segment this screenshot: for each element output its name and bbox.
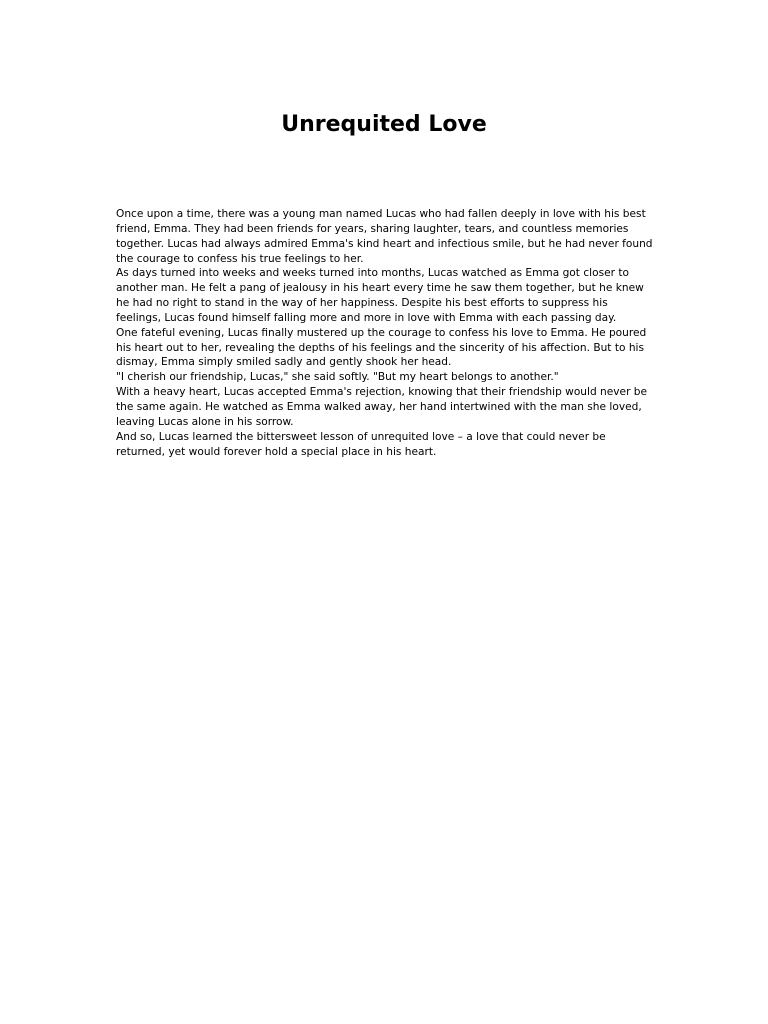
paragraph: One fateful evening, Lucas finally mustered up the courage to confess his love to Emma. He poured his heart out to her, revealing the depths of his feelings and the sincerity of his affection. But to his dismay, Emma simply smiled sadly and gently shook her head. (116, 326, 647, 369)
paragraph: And so, Lucas learned the bittersweet lesson of unrequited love – a love that could never be returned, yet would forever hold a special place in his heart. (116, 430, 606, 458)
paragraph: "I cherish our friendship, Lucas," she said softly. "But my heart belongs to another." (116, 371, 559, 384)
document-body (116, 207, 656, 459)
document-title: Unrequited Love (281, 112, 487, 137)
paragraph: With a heavy heart, Lucas accepted Emma's rejection, knowing that their friendship would never be the same again. He watched as Emma walked away, her hand intertwined with the man she loved, leaving Lucas alone in his sorrow. (116, 386, 648, 428)
paragraph: Once upon a time, there was a young man named Lucas who had fallen deeply in love with his best friend, Emma. They had been friends for years, sharing laughter, tears, and countless memories together. Lucas had always admired Emma's kind heart and infectious smile, but he had never found the courage to confess his true feelings to her. (116, 208, 653, 265)
paragraph: As days turned into weeks and weeks turned into months, Lucas watched as Emma got closer to another man. He felt a pang of jealousy in his heart every time he saw them together, but he knew he had no right to stand in the way of her happiness. Despite his best efforts to suppress his feelings, Lucas found himself falling more and more in love with Emma with each passing day. (116, 267, 644, 324)
